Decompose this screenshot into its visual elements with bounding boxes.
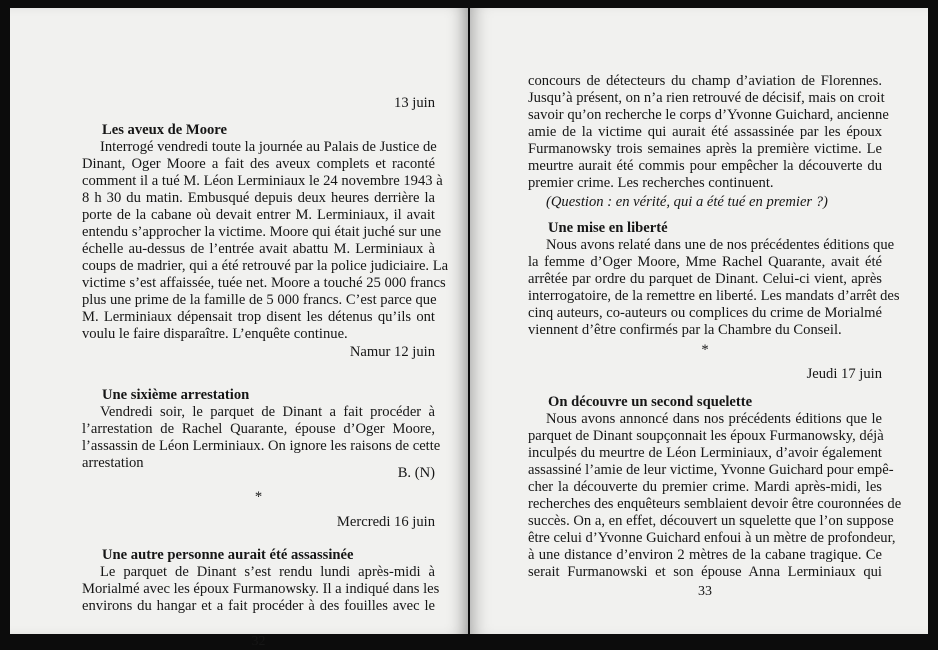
text-line: Dinant, Oger Moore a fait des aveux complets et raconté: [82, 156, 435, 172]
heading-second-squelette: On découvre un second squelette: [548, 394, 753, 410]
separator-asterisk: *: [254, 489, 263, 505]
text-line: cinq auteurs, co-auteurs ou complices du crime de Morialmé: [528, 305, 882, 321]
text-line: meurtre aurait été commis pour empêcher la découverte du: [528, 158, 882, 174]
date-13-juin: 13 juin: [394, 95, 435, 111]
text-line: serait Furmanowski et son épouse Anna Lerminiaux qui: [528, 564, 882, 580]
text-line: M. Lerminiaux dépensait trop disent les détenus qu’ils ont: [82, 309, 435, 325]
text-line: l’assassin de Léon Lerminiaux. On ignore les raisons de cette: [82, 438, 441, 454]
text-line: assassiné l’amie de leur victime, Yvonne Guichard pour empê-: [528, 462, 894, 478]
text-line: entendu s’approcher la victime. Moore qui était juché sur une: [82, 224, 442, 240]
text-line: à une distance d’environ 2 mètres de la cabane tragique. Ce: [528, 547, 882, 563]
text-line: 8 h 30 du matin. Embusqué depuis deux heures derrière la: [82, 190, 435, 206]
text-line: amie de la victime qui aurait été assassinée par les époux: [528, 124, 882, 140]
text-line: concours de détecteurs du champ d’aviation de Florennes.: [528, 73, 882, 89]
text-line: Nous avons annoncé dans nos précédents éditions que le: [546, 411, 882, 427]
text-line: recherches des enquêteurs semblaient devoir être couronnées de: [528, 496, 902, 512]
signature-bn: B. (N): [397, 465, 435, 481]
text-line: plus une prime de la famille de 5 000 francs. C’est parce que: [82, 292, 437, 308]
text-line: Vendredi soir, le parquet de Dinant a fait procéder à: [100, 404, 435, 420]
left-page: [10, 8, 468, 649]
text-line: savoir qu’on recherche le corps d’Yvonne Guichard, ancienne: [528, 107, 889, 123]
separator-asterisk: *: [701, 342, 709, 358]
page-number: 33: [698, 584, 712, 599]
text-line: coups de madrier, qui a été retrouvé par la police judiciaire. La: [82, 258, 449, 274]
heading-sixieme-arrestation: Une sixième arrestation: [102, 387, 250, 403]
text-line: Le parquet de Dinant s’est rendu lundi après-midi à: [100, 564, 435, 580]
text-line: victime s’est affaissée, tuée net. Moore a touché 25 000 francs: [82, 275, 446, 291]
text-line: voulu le faire disparaître. L’enquête continue.: [82, 326, 348, 342]
text-line: échelle au-dessus de l’entrée avait abattu M. Lerminiaux à: [82, 241, 435, 257]
text-line: être celui d’Yvonne Guichard enfoui à un mètre de profondeur,: [528, 530, 896, 546]
text-line: inculpés du meurtre de Léon Lerminiaux, d’avoir également: [528, 445, 882, 461]
text-line: viennent d’être confirmés par la Chambre du Conseil.: [528, 322, 842, 338]
question-note: (Question : en vérité, qui a été tué en premier ?): [546, 194, 828, 210]
text-line: porte de la cabane où devait entrer M. Lerminiaux, il avait: [82, 207, 435, 223]
text-line: Furmanowsky trois semaines après la première victime. Le: [528, 141, 882, 157]
right-page: [470, 8, 928, 634]
text-line: Nous avons relaté dans une de nos précédentes éditions que: [546, 237, 895, 253]
text-line: Interrogé vendredi toute la journée au Palais de Justice de: [100, 139, 437, 155]
heading-aveux-moore: Les aveux de Moore: [102, 122, 227, 138]
text-line: premier crime. Les recherches continuent.: [528, 175, 774, 191]
text-line: l’arrestation de Rachel Quarante, épouse d’Oger Moore,: [82, 421, 435, 437]
date-jeudi-17-juin: Jeudi 17 juin: [806, 366, 882, 382]
text-line: arrêtée par ordre du parquet de Dinant. Celui-ci vient, après: [528, 271, 882, 287]
left-column: [82, 8, 449, 649]
page-number: 32: [251, 634, 266, 649]
text-line: arrestation: [82, 455, 144, 471]
text-line: Morialmé avec les époux Furmanowsky. Il a indiqué dans les: [82, 581, 440, 597]
text-line: parquet de Dinant soupçonnait les époux Furmanowsky, déjà: [528, 428, 884, 444]
text-line: comment il a tué M. Léon Lerminiaux le 24 novembre 1943 à: [82, 173, 443, 189]
right-column: [528, 8, 902, 634]
text-line: la femme d’Oger Moore, Mme Rachel Quarante, avait été: [528, 254, 882, 270]
text-line: Jusqu’à présent, on n’a rien retrouvé de décisif, mais on croit: [528, 90, 885, 106]
heading-autre-personne: Une autre personne aurait été assassinée: [102, 547, 354, 563]
text-line: environs du hangar et a fait procéder à des fouilles avec le: [82, 598, 435, 614]
text-line: cher la découverte du premier crime. Mardi après-midi, les: [528, 479, 882, 495]
text-line: interrogatoire, de la remettre en liberté. Les mandats d’arrêt des: [528, 288, 900, 304]
date-namur-12-juin: Namur 12 juin: [349, 344, 435, 360]
heading-mise-en-liberte: Une mise en liberté: [548, 220, 668, 236]
date-mercredi-16-juin: Mercredi 16 juin: [336, 514, 435, 530]
text-line: succès. On a, en effet, découvert un squelette que l’on suppose: [528, 513, 894, 529]
